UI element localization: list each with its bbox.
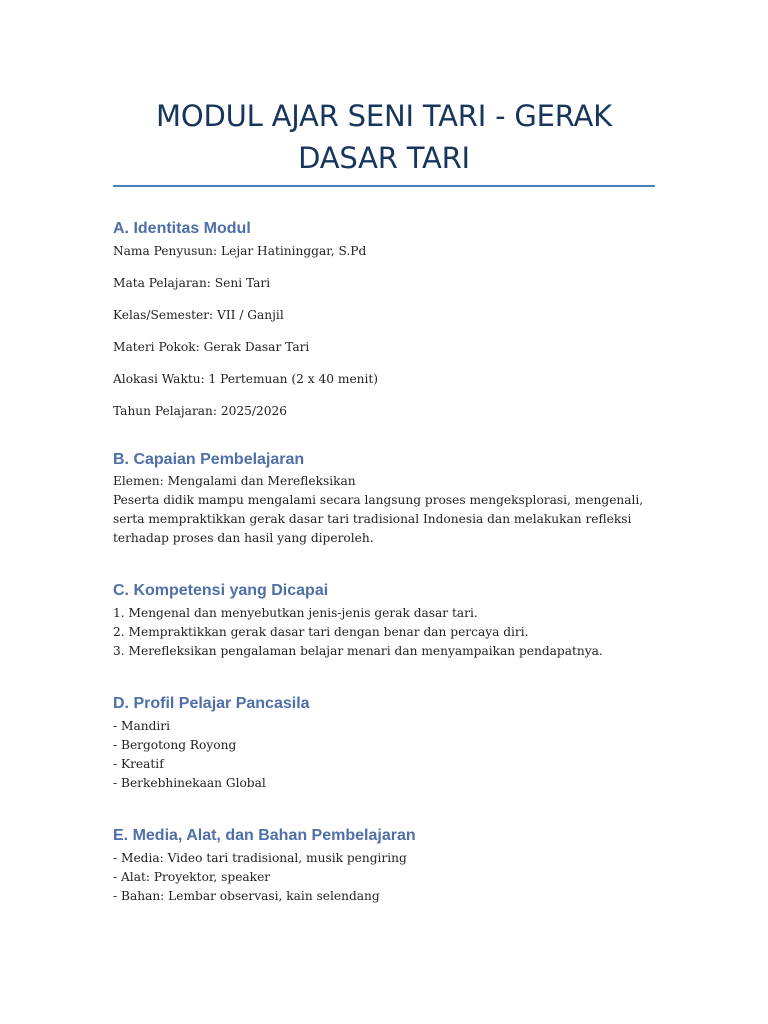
field-kelas-semester: Kelas/Semester: VII / Ganjil xyxy=(113,308,284,322)
section-profil-pelajar xyxy=(113,694,655,793)
document-page xyxy=(113,0,655,906)
field-tahun-pelajaran: Tahun Pelajaran: 2025/2026 xyxy=(113,404,288,418)
section-kompetensi xyxy=(113,581,655,661)
section-heading-a: A. Identitas Modul xyxy=(113,220,251,237)
section-heading-e: E. Media, Alat, dan Bahan Pembelajaran xyxy=(113,827,416,844)
capaian-elemen: Elemen: Mengalami dan Merefleksikan xyxy=(113,474,356,488)
title-divider xyxy=(113,185,655,187)
list-item: - Mandiri xyxy=(113,719,171,733)
section-heading-b: B. Capaian Pembelajaran xyxy=(113,451,305,468)
list-item: - Kreatif xyxy=(113,757,164,771)
list-item: - Bahan: Lembar observasi, kain selendang xyxy=(113,889,380,903)
field-alokasi-waktu: Alokasi Waktu: 1 Pertemuan (2 x 40 menit) xyxy=(113,372,379,386)
section-media-alat-bahan xyxy=(113,826,655,906)
list-item: - Berkebhinekaan Global xyxy=(113,776,266,790)
field-mata-pelajaran: Mata Pelajaran: Seni Tari xyxy=(113,276,271,290)
capaian-description: Peserta didik mampu mengalami secara langsung proses mengeksplorasi, mengenali, serta mempraktikkan gerak dasar tari tradisional Indonesia dan melakukan refleksi terhadap proses dan hasil yang diperoleh. xyxy=(113,493,644,545)
section-heading-c: C. Kompetensi yang Dicapai xyxy=(113,582,329,599)
list-item: - Bergotong Royong xyxy=(113,738,237,752)
list-item: 1. Mengenal dan menyebutkan jenis-jenis gerak dasar tari. xyxy=(113,606,478,620)
field-materi-pokok: Materi Pokok: Gerak Dasar Tari xyxy=(113,340,310,354)
section-capaian-pembelajaran xyxy=(113,450,655,548)
section-identitas-modul xyxy=(113,219,655,421)
field-nama-penyusun: Nama Penyusun: Lejar Hatininggar, S.Pd xyxy=(113,244,367,258)
list-item: 2. Mempraktikkan gerak dasar tari dengan benar dan percaya diri. xyxy=(113,625,529,639)
list-item: 3. Merefleksikan pengalaman belajar menari dan menyampaikan pendapatnya. xyxy=(113,644,603,658)
section-heading-d: D. Profil Pelajar Pancasila xyxy=(113,695,310,712)
list-item: - Alat: Proyektor, speaker xyxy=(113,870,271,884)
list-item: - Media: Video tari tradisional, musik pengiring xyxy=(113,851,407,865)
document-title: MODUL AJAR SENI TARI - GERAK DASAR TARI xyxy=(156,99,612,175)
